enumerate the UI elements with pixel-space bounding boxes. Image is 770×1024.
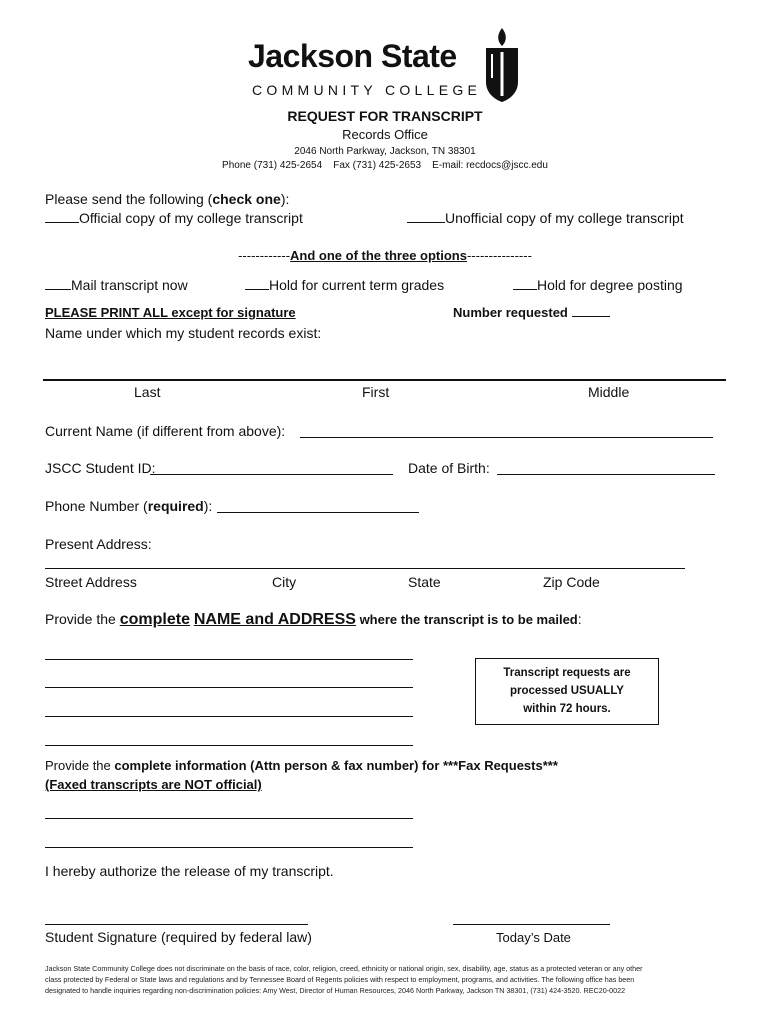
date-field[interactable]	[453, 924, 610, 925]
logo-wordmark: Jackson State	[248, 38, 457, 74]
mail-to-line-3[interactable]	[45, 716, 413, 717]
print-all-notice: PLEASE PRINT ALL except for signature	[45, 305, 296, 320]
fax-line-2[interactable]	[45, 847, 413, 848]
mail-now-blank[interactable]	[45, 289, 71, 290]
present-address-field[interactable]	[45, 568, 685, 569]
first-name-label: First	[362, 384, 390, 400]
options-heading: ------------And one of the three options---------------	[238, 248, 532, 263]
mail-to-line-4[interactable]	[45, 745, 413, 746]
form-title: REQUEST FOR TRANSCRIPT	[287, 108, 483, 124]
hold-grades-blank[interactable]	[245, 289, 269, 290]
name-field-line[interactable]	[43, 379, 726, 381]
college-logo	[248, 26, 528, 104]
number-requested: Number requested	[453, 305, 610, 320]
authorize-statement: I hereby authorize the release of my transcript.	[45, 863, 334, 879]
unofficial-check-blank[interactable]	[407, 222, 445, 223]
hold-grades-option[interactable]: Hold for current term grades	[245, 277, 444, 293]
middle-name-label: Middle	[588, 384, 630, 400]
processing-notice-box: Transcript requests are processed USUALLY within 72 hours.	[475, 658, 659, 725]
street-address-label: Street Address	[45, 574, 137, 590]
student-id-label: JSCC Student ID:	[45, 460, 156, 476]
name-under-label: Name under which my student records exist:	[45, 325, 322, 341]
official-check-blank[interactable]	[45, 222, 79, 223]
phone-label: Phone Number (required):	[45, 498, 213, 514]
state-label: State	[408, 574, 441, 590]
unofficial-copy-option[interactable]: Unofficial copy of my college transcript	[407, 210, 684, 226]
office-contact: Phone (731) 425-2654 Fax (731) 425-2653 E-mail: recdocs@jscc.edu	[222, 160, 548, 171]
office-name: Records Office	[342, 127, 428, 142]
number-requested-blank[interactable]	[572, 316, 610, 317]
mail-to-line-2[interactable]	[45, 687, 413, 688]
nondiscrimination-footer: Jackson State Community College does not discriminate on the basis of race, color, religion, creed, ethnicity or national origin, sex, disability, age, status as a protected veteran or any other class protected by Federal or State laws and regulations and by Tennessee Board of Regents policies with respect to employment, programs, and activities. The following office has been designated to handle inquiries regarding non-discrimination policies: Amy West, Director of Human Resources, 2046 North Parkway, Jackson TN 38301, (731) 424-3520. REC20-0022	[45, 964, 643, 995]
fax-instruction: Provide the complete information (Attn person & fax number) for ***Fax Requests***	[45, 758, 558, 773]
city-label: City	[272, 574, 297, 590]
mail-to-line-1[interactable]	[45, 659, 413, 660]
dob-label: Date of Birth:	[408, 460, 490, 476]
phone-field[interactable]	[217, 512, 419, 513]
signature-label: Student Signature (required by federal law)	[45, 929, 312, 945]
fax-line-1[interactable]	[45, 818, 413, 819]
zip-label: Zip Code	[543, 574, 600, 590]
signature-field[interactable]	[45, 924, 308, 925]
student-id-field[interactable]	[150, 474, 393, 475]
office-address: 2046 North Parkway, Jackson, TN 38301	[294, 146, 476, 157]
logo-subtitle: COMMUNITY COLLEGE	[252, 82, 482, 98]
hold-degree-blank[interactable]	[513, 289, 537, 290]
mail-now-option[interactable]: Mail transcript now	[45, 277, 188, 293]
current-name-label: Current Name (if different from above):	[45, 423, 286, 439]
torch-icon	[480, 26, 524, 106]
current-name-field[interactable]	[300, 437, 713, 438]
present-address-label: Present Address:	[45, 536, 152, 552]
date-label: Today’s Date	[496, 930, 571, 945]
send-prompt: Please send the following (check one):	[45, 191, 290, 207]
dob-field[interactable]	[497, 474, 715, 475]
hold-degree-option[interactable]: Hold for degree posting	[513, 277, 683, 293]
fax-note: (Faxed transcripts are NOT official)	[45, 777, 262, 792]
official-copy-option[interactable]: Official copy of my college transcript	[45, 210, 303, 226]
mail-to-instruction: Provide the complete NAME and ADDRESS where the transcript is to be mailed:	[45, 611, 582, 628]
last-name-label: Last	[134, 384, 161, 400]
